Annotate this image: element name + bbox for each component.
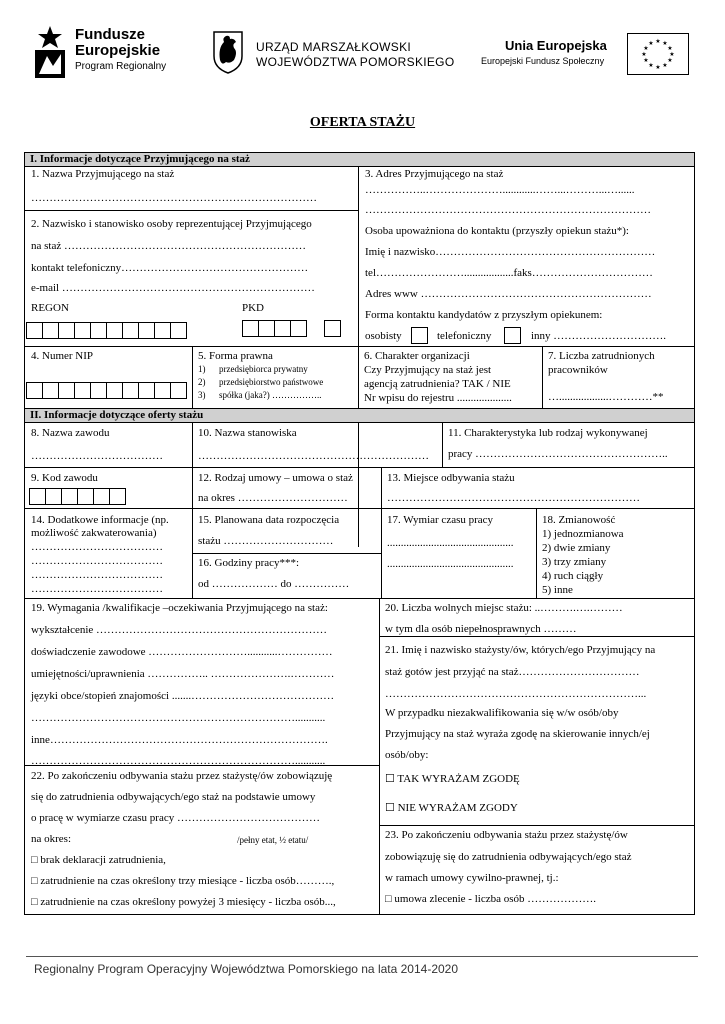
f21-label-f: osób/oby:: [385, 749, 429, 761]
f23-label-c: w ramach umowy cywilno-prawnej, tj.:: [385, 872, 559, 884]
contact-label: Osoba upoważniona do kontaktu (przyszły opiekun stażu*):: [365, 225, 629, 237]
f21-label-d: W przypadku niezakwalifikowania się w/w osób/oby: [385, 707, 619, 719]
f14-dots-4[interactable]: ………………………………: [31, 583, 163, 595]
f9-label: 9. Kod zawodu: [31, 472, 98, 484]
f5-3-num: 3): [198, 390, 206, 400]
f22-opt-none[interactable]: □ brak deklaracji zatrudnienia,: [31, 854, 166, 866]
section-1-header: I. Informacje dotyczące Przyjmującego na staż: [25, 153, 694, 166]
regon-boxes[interactable]: [26, 322, 186, 339]
f21-label-b[interactable]: staż gotów jest przyjąć na staż……………………………: [385, 666, 640, 678]
svg-text:★: ★: [648, 40, 654, 47]
f14-label-b: możliwość zakwaterowania): [31, 527, 157, 539]
contact-telfax-field[interactable]: tel……………………..................faks……………………………: [365, 267, 653, 279]
f19-label: 19. Wymagania /kwalifikacje –oczekiwania Przyjmującego na staż:: [31, 602, 328, 614]
page-title: OFERTA STAŻU: [309, 115, 416, 130]
f8-label: 8. Nazwa zawodu: [31, 427, 110, 439]
doswiadczenie-field[interactable]: doświadczenie zawodowe ………………………...........……………: [31, 646, 333, 658]
svg-text:★: ★: [655, 38, 661, 45]
pkd-boxes[interactable]: [242, 320, 306, 337]
f14-dots-3[interactable]: ………………………………: [31, 569, 163, 581]
f19-dots-2[interactable]: ………………………………………………………………...........: [31, 755, 326, 767]
f5-1-label[interactable]: przedsiębiorca prywatny: [219, 364, 308, 374]
tel-field[interactable]: kontakt telefoniczny……………………………………………: [31, 262, 309, 274]
inny-field[interactable]: inny ………………………….: [531, 330, 667, 342]
f12-label-b[interactable]: na okres …………………………: [198, 492, 348, 504]
f13-label: 13. Miejsce odbywania stażu: [387, 472, 515, 484]
email-field[interactable]: e-mail ……………………………………………………………: [31, 282, 315, 294]
osobisty-checkbox[interactable]: [411, 327, 428, 344]
f18-opt-5[interactable]: 5) inne: [542, 584, 573, 596]
inne-field[interactable]: inne………………………………………………………………….: [31, 734, 328, 746]
regon-label: REGON: [31, 302, 69, 314]
f19-dots-1[interactable]: ………………………………………………………………...........: [31, 712, 326, 724]
f17-dots-2[interactable]: ..............................................: [387, 558, 514, 570]
f10-label: 10. Nazwa stanowiska: [198, 427, 297, 439]
telefoniczny-label: telefoniczny: [437, 330, 492, 342]
f16-label: 16. Godziny pracy***:: [198, 557, 300, 569]
f7-dots[interactable]: …..................…………**: [548, 391, 664, 403]
svg-text:★: ★: [667, 57, 673, 64]
griffin-crest-icon: [212, 30, 244, 74]
f7-label-b: pracowników: [548, 364, 608, 376]
svg-text:★: ★: [667, 45, 673, 52]
wyksztalcenie-field[interactable]: wykształcenie ………………………………………………………: [31, 624, 328, 636]
f5-3-label[interactable]: spółka (jaka?) ……………..: [219, 390, 322, 400]
um-line1: URZĄD MARSZAŁKOWSKI: [256, 40, 412, 54]
f22-note: /pełny etat, ½ etatu/: [237, 835, 309, 845]
svg-text:★: ★: [643, 57, 649, 64]
eu-flag-icon: [627, 33, 689, 75]
f20-label-b[interactable]: w tym dla osób niepełnosprawnych ………: [385, 623, 577, 635]
footer-text: Regionalny Program Operacyjny Województwa Pomorskiego na lata 2014-2020: [34, 962, 459, 976]
fe-line3: Program Regionalny: [75, 61, 167, 72]
f11-label-a: 11. Charakterystyka lub rodzaj wykonywanej: [448, 427, 648, 439]
f23-label-b: zobowiązuję się do zatrudnienia odbywających/ego staż: [385, 851, 632, 863]
f15-label: 15. Planowana data rozpoczęcia: [198, 514, 340, 526]
svg-text:★: ★: [641, 51, 647, 58]
f12-label-a: 12. Rodzaj umowy – umowa o staż: [198, 472, 353, 484]
fe-line2: Europejskie: [75, 42, 161, 59]
f17-label: 17. Wymiar czasu pracy: [387, 514, 494, 526]
svg-text:★: ★: [655, 64, 661, 71]
umiejetnosci-field[interactable]: umiejętności/uprawnienia …………….. ………………….…………: [31, 668, 335, 680]
f14-label-a: 14. Dodatkowe informacje (np.: [31, 514, 169, 526]
fe-line1: Fundusze: [75, 26, 145, 43]
f11-label-b[interactable]: pracy ……………………………………………..: [448, 448, 668, 460]
pkd-label: PKD: [242, 302, 265, 314]
www-field[interactable]: Adres www ………………………………………………………: [365, 288, 652, 300]
footer-divider: [26, 956, 698, 957]
f10-dots[interactable]: ………………………………………………………: [198, 450, 429, 462]
contact-form-label: Forma kontaktu kandydatów z przyszłym opiekunem:: [365, 309, 603, 321]
fe-logo: [33, 26, 193, 81]
svg-text:★: ★: [662, 40, 668, 47]
f3-label: 3. Adres Przyjmującego na staż: [365, 168, 504, 180]
pkd-extra-box[interactable]: [324, 320, 341, 337]
contact-name-field[interactable]: Imię i nazwisko……………………………………………………: [365, 246, 656, 258]
ue-line1: Unia Europejska: [505, 38, 607, 53]
f5-label: 5. Forma prawna: [198, 350, 273, 362]
um-line2: WOJEWÓDZTWA POMORSKIEGO: [256, 55, 455, 69]
f18-label: 18. Zmianowość: [542, 514, 616, 526]
f20-label[interactable]: 20. Liczba wolnych miejsc stażu: ..……….….………: [385, 602, 623, 614]
nip-boxes[interactable]: [26, 382, 186, 399]
kod-zawodu-boxes[interactable]: [29, 488, 125, 505]
f3-dots-2[interactable]: ……………………………………………………………………: [365, 204, 651, 216]
f4-label: 4. Numer NIP: [31, 350, 94, 362]
f3-dots-1[interactable]: ……………..…………………............……...………...…......: [365, 184, 635, 196]
f14-dots-1[interactable]: ………………………………: [31, 541, 163, 553]
f13-dots[interactable]: ……………………………………………………………: [387, 492, 640, 504]
f22-label-d: na okres:: [31, 833, 72, 845]
f18-opt-1[interactable]: 1) jednozmianowa: [542, 528, 624, 540]
f22-label-a: 22. Po zakończeniu odbywania stażu przez stażystę/ów zobowiązuję: [31, 770, 333, 782]
f21-label-a: 21. Imię i nazwisko stażysty/ów, których/ego Przyjmujący na: [385, 644, 656, 656]
consent-no-option[interactable]: ☐ NIE WYRAŻAM ZGODY: [385, 802, 518, 814]
f1-label: 1. Nazwa Przyjmującego na staż: [31, 168, 175, 180]
f21-label-e: Przyjmujący na staż wyraża zgodę na skierowanie innych/ej: [385, 728, 650, 740]
osobisty-label: osobisty: [365, 330, 402, 342]
svg-text:★: ★: [648, 62, 654, 69]
f5-2-label[interactable]: przedsiębiorstwo państwowe: [219, 377, 324, 387]
f23-label-a: 23. Po zakończeniu odbywania stażu przez stażystę/ów: [385, 829, 628, 841]
f22-opt-3m[interactable]: □ zatrudnienie na czas określony trzy miesiące - liczba osób……….,: [31, 875, 335, 887]
consent-yes-option[interactable]: ☐ TAK WYRAŻAM ZGODĘ: [385, 773, 520, 785]
ue-line2: Europejski Fundusz Społeczny: [481, 56, 605, 66]
f17-dots-1[interactable]: ..............................................: [387, 537, 514, 549]
f7-label-a: 7. Liczba zatrudnionych: [548, 350, 655, 362]
ue-logo: [478, 30, 693, 78]
f22-label-b: się do zatrudnienia odbywających/ego staż na podstawie umowy: [31, 791, 316, 803]
fe-star-icon: [33, 26, 67, 78]
f6-line-a: Czy Przyjmujący na staż jest: [364, 364, 492, 376]
f18-opt-4[interactable]: 4) ruch ciągły: [542, 570, 604, 582]
f14-dots-2[interactable]: ………………………………: [31, 555, 163, 567]
f15-field[interactable]: stażu …………………………: [198, 535, 334, 547]
f22-opt-over3m[interactable]: □ zatrudnienie na czas określony powyżej 3 miesięcy - liczba osób...,: [31, 896, 336, 908]
telefoniczny-checkbox[interactable]: [504, 327, 521, 344]
f16-field[interactable]: od ……………… do ……………: [198, 578, 350, 590]
f6-label: 6. Charakter organizacji: [364, 350, 470, 362]
f22-label-c[interactable]: o pracę w wymiarze czasu pracy …………………………………: [31, 812, 320, 824]
svg-text:★: ★: [662, 62, 668, 69]
f5-1-num: 1): [198, 364, 206, 374]
section-2-header: II. Informacje dotyczące oferty stażu: [25, 409, 694, 422]
f2-label-a: 2. Nazwisko i stanowisko osoby reprezentującej Przyjmującego: [31, 218, 312, 230]
f1-dots[interactable]: ……………………………………………………………………: [31, 192, 317, 204]
jezyki-field[interactable]: języki obce/stopień znajomości .......…………………………………: [31, 690, 335, 702]
svg-text:★: ★: [669, 51, 675, 58]
um-logo: [212, 30, 462, 80]
f8-dots[interactable]: ………………………………: [31, 450, 163, 462]
f21-dots[interactable]: ……………………………………………………………...: [385, 688, 647, 700]
f2-label-b[interactable]: na staż …………………………………………………………: [31, 240, 306, 252]
f23-opt-zlecenie[interactable]: □ umowa zlecenie - liczba osób ……………….: [385, 893, 597, 905]
f6-line-c[interactable]: Nr wpisu do rejestru ....................: [364, 392, 512, 404]
f5-2-num: 2): [198, 377, 206, 387]
f18-opt-2[interactable]: 2) dwie zmiany: [542, 542, 611, 554]
f18-opt-3[interactable]: 3) trzy zmiany: [542, 556, 607, 568]
svg-text:★: ★: [643, 45, 649, 52]
f6-line-b[interactable]: agencją zatrudnienia? TAK / NIE: [364, 378, 511, 390]
